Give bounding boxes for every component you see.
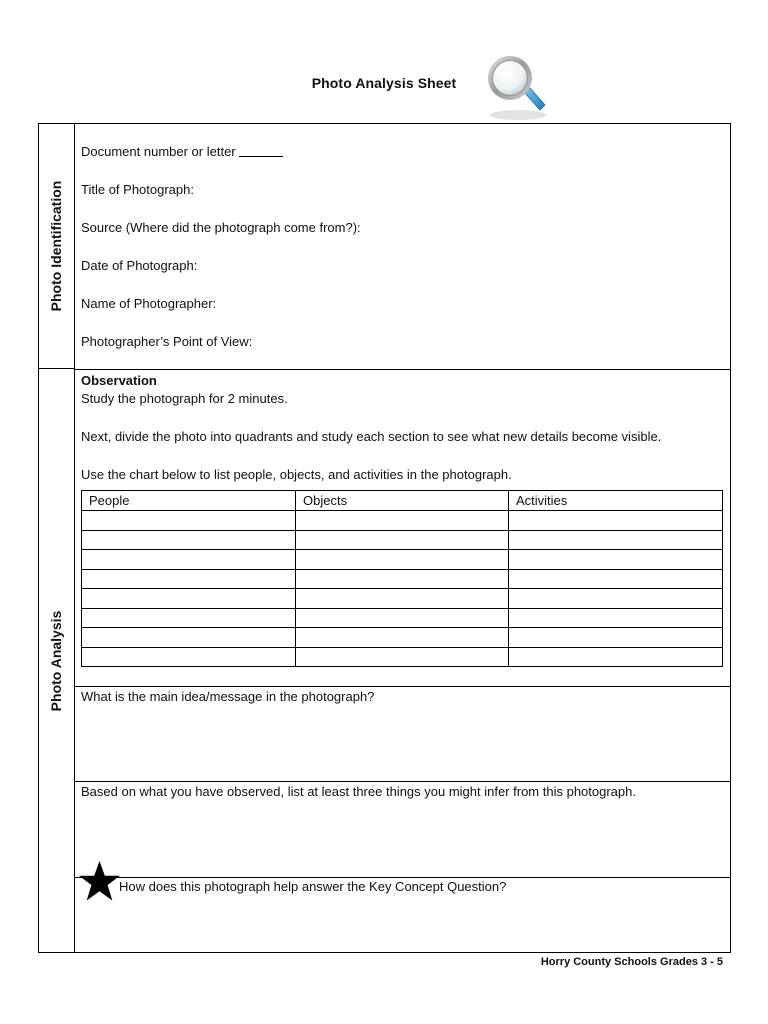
table-cell[interactable] [82,511,296,531]
table-cell[interactable] [82,589,296,609]
table-cell[interactable] [509,569,723,589]
table-cell[interactable] [509,608,723,628]
table-cell[interactable] [296,569,509,589]
magnifying-glass-icon [484,52,552,122]
name-of-photographer-field[interactable]: Name of Photographer: [81,296,217,311]
table-cell[interactable] [296,511,509,531]
table-cell[interactable] [296,647,509,667]
key-concept-question: How does this photograph help answer the Key Concept Question? [119,879,507,894]
page-title: Photo Analysis Sheet [311,75,457,91]
table-cell[interactable] [509,511,723,531]
table-cell[interactable] [296,530,509,550]
table-cell[interactable] [509,647,723,667]
table-row [82,530,723,550]
table-row [82,550,723,570]
photo-analysis-section-label: Photo Analysis [38,369,75,953]
table-row [82,589,723,609]
table-cell[interactable] [509,628,723,648]
table-cell[interactable] [82,628,296,648]
table-row [82,569,723,589]
question-divider [75,877,731,878]
instruction-chart: Use the chart below to list people, objects, and activities in the photograph. [81,467,512,482]
column-header-objects: Objects [296,491,509,511]
point-of-view-field[interactable]: Photographer’s Point of View: [81,334,253,349]
footer-credit: Horry County Schools Grades 3 - 5 [540,956,723,968]
table-cell[interactable] [82,608,296,628]
table-cell[interactable] [509,530,723,550]
document-number-blank[interactable] [239,146,283,157]
instruction-quadrants: Next, divide the photo into quadrants and study each section to see what new details become visible. [81,429,662,444]
observation-table [81,490,723,667]
title-of-photograph-field[interactable]: Title of Photograph: [81,182,194,197]
question-divider [75,781,731,782]
column-header-activities: Activities [509,491,723,511]
table-cell[interactable] [82,530,296,550]
table-cell[interactable] [509,550,723,570]
source-field[interactable]: Source (Where did the photograph come from?): [81,220,361,235]
column-header-people: People [82,491,296,511]
table-cell[interactable] [509,589,723,609]
table-cell[interactable] [296,608,509,628]
table-row [82,628,723,648]
table-row [82,511,723,531]
question-divider [75,686,731,687]
photo-identification-section-label: Photo Identification [38,123,75,369]
instruction-study: Study the photograph for 2 minutes. [81,391,288,406]
observation-heading: Observation [81,373,157,388]
table-header-row [82,491,723,511]
table-cell[interactable] [296,550,509,570]
table-cell[interactable] [82,550,296,570]
table-cell[interactable] [82,647,296,667]
main-idea-question: What is the main idea/message in the photograph? [81,689,375,704]
date-of-photograph-field[interactable]: Date of Photograph: [81,258,198,273]
document-number-field[interactable]: Document number or letter [81,144,283,159]
table-row [82,647,723,667]
table-cell[interactable] [296,628,509,648]
star-icon [78,860,121,902]
table-cell[interactable] [296,589,509,609]
table-row [82,608,723,628]
table-cell[interactable] [82,569,296,589]
infer-question: Based on what you have observed, list at least three things you might infer from this photograph. [81,784,636,799]
section-divider [75,369,731,370]
